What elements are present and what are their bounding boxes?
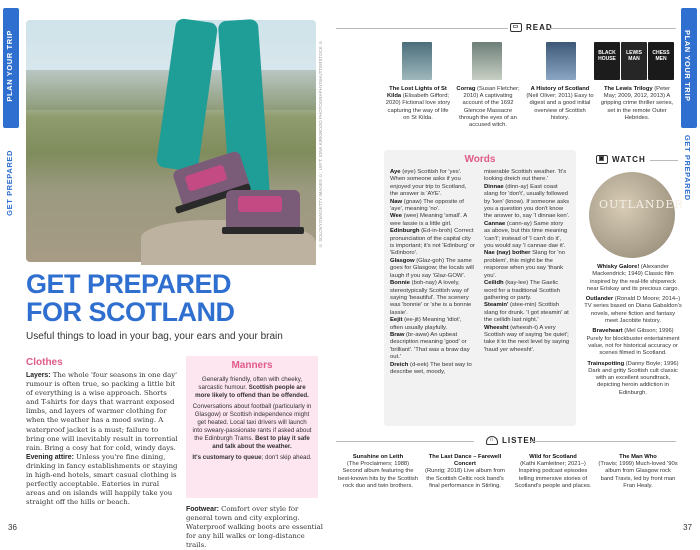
left-sidebar — [0, 0, 22, 538]
word-entry: Ceilidh (kay-lee) The Gaelic word for a traditional Scottish gathering or party. — [484, 280, 560, 301]
words-heading: Words — [464, 154, 496, 165]
evening-label: Evening attire: — [26, 453, 74, 461]
manners-p1-text: Generally friendly, often with cheeky, sarcastic humour. — [198, 376, 303, 391]
book-title: The Lewis Trilogy — [603, 86, 653, 92]
listen-item: The Man Who (Travis; 1999) Much-loved '90s album from Glasgow rock band Travis, led by front man Fran Healy. — [598, 454, 678, 489]
left-sidebar-label-bottom: GET PREPARED — [5, 150, 14, 216]
word-entry: Wheesht (wheesh-t) A very Scottish way of saying 'be quiet'; take it to the next level by saying 'haud yer wheesht'. — [484, 324, 570, 353]
read-header-label: READ — [526, 23, 553, 32]
outlander-poster — [589, 172, 684, 258]
word-entry: Wee (wee) Meaning 'small'. A wee lassie is a little girl. — [390, 213, 467, 227]
layers-text: The whole 'four seasons in one day' rumour is often true, so packing a little bit of everything is a wise approach. Shorts and T-shirts for days that warrant exposed limbs, and layers of warmer clothing for when the weather has a mood swing. A waterproof jacket is a must; failure to bring one will inevitably result in torrential rain. Bring a cosy hat for cold, windy days. — [26, 371, 178, 452]
listen-header-label: LISTEN — [502, 436, 537, 445]
book-title: The Lost Lights of St Kilda — [386, 86, 447, 100]
listen-item: Wild for Scotland (Kathi Kamleitner; 2021–) Inspiring podcast episodes telling immersive stories of Scotland's people and places. — [514, 454, 592, 489]
manners-p2-bold: Best to play it safe and talk about the weather. — [212, 435, 310, 450]
listen-item: Sunshine on Leith (The Proclaimers; 1988) Second album featuring the best-known hits by the Scottish rock duo and twin brothers. — [338, 454, 418, 489]
word-entry: Nae (nay) bother Slang for 'no problem', this might be the response when you say 'thank you'. — [484, 250, 566, 279]
book-desc: (Elisabeth Gifford; 2020) Fictional love story capturing the way of life on St Kilda. — [385, 93, 451, 121]
manners-p3-bold: It's customary to queue — [192, 454, 262, 461]
watch-header — [596, 155, 646, 164]
page-number-left: 36 — [8, 523, 17, 532]
book-icon: ▭ — [510, 23, 522, 32]
book-cover-chessmen: CHESS MEN — [648, 42, 674, 80]
watch-item: Whisky Galore! (Alexander Mackendrick; 1949) Classic film inspired by the real-life shipwreck near Eriskay and its precious cargo. — [586, 264, 680, 292]
words-column-1 — [390, 169, 476, 376]
word-entry: Edinburgh (Ed-in-broh) Correct pronunciation of the capital city is important; it's not 'Edinburg' or 'Edinboro'. — [390, 228, 475, 257]
manners-p3 — [192, 454, 312, 462]
footwear-body — [186, 505, 326, 550]
book-desc: (Susan Fletcher; 2010) A captivating account of the 1692 Glencoe Massacre through the eyes of an accused witch. — [459, 86, 520, 129]
book-cover-blackhouse: BLACK HOUSE — [594, 42, 620, 80]
listen-rule-right — [530, 441, 676, 442]
layers-label: Layers: — [26, 372, 51, 379]
book-title: A History of Scotland — [530, 86, 590, 92]
word-entry: miserable Scottish weather. 'It's looking dreich out there.' — [484, 169, 567, 183]
read-header — [510, 23, 553, 32]
manners-p1 — [192, 376, 312, 400]
listen-header — [486, 436, 536, 445]
read-rule-left — [336, 28, 508, 29]
watch-item: Outlander (Ronald D Moore; 2014–) TV series based on Diana Gabaldon's novels, where fiction and fantasy meet Jacobite history. — [584, 296, 682, 325]
word-entry: Braw (br-aww) An upbeat description meaning 'good' or 'brilliant'. 'That was a braw day out.' — [390, 331, 470, 361]
clothes-heading: Clothes — [26, 357, 63, 368]
listen-rule-left — [336, 441, 474, 442]
book-cover-lewis-man: LEWIS MAN — [621, 42, 647, 80]
hiking-boots-photo — [26, 20, 316, 262]
watch-header-label: WATCH — [612, 155, 646, 164]
word-entry: Aye (eye) Scottish for 'yes'. When someone asks if you enjoyed your trip to Scotland, the answer is 'AYE'. — [390, 169, 467, 198]
manners-box — [186, 356, 318, 498]
book-item-lewis-trilogy — [600, 86, 674, 122]
word-entry: Naw (gnaw) The opposite of 'aye', meaning 'no'. — [390, 198, 464, 213]
book-cover-st-kilda — [402, 42, 432, 80]
manners-p3-text: ; don't skip ahead. — [261, 454, 312, 461]
book-item-st-kilda — [384, 86, 452, 122]
right-sidebar-label-bottom: GET PREPARED — [683, 135, 692, 201]
word-entry: Dinnae (dinn-ay) East coast slang for 'don't', usually followed by 'ken' (know). If someone asks you a question you don't know the answer to, say 'I dinnae ken'. — [484, 183, 570, 220]
left-sidebar-label-top: PLAN YOUR TRIP — [5, 30, 14, 102]
page-number-right: 37 — [683, 523, 692, 532]
listen-item: The Last Dance – Farewell Concert (Runrig; 2018) Live album from the Scottish Celtic rock band's final performance in Stirling. — [425, 454, 505, 489]
headphones-icon: ∩ — [486, 436, 498, 445]
watch-list — [584, 264, 682, 400]
watch-rule — [650, 160, 678, 161]
boot-right-accent — [238, 196, 282, 212]
words-column-2 — [484, 169, 570, 376]
manners-p2 — [192, 403, 312, 451]
book-cover-history — [546, 42, 576, 80]
right-sidebar-label-top: PLAN YOUR TRIP — [683, 30, 692, 102]
page-lead: Useful things to load in your bag, your ears and your brain — [26, 331, 283, 342]
photo-credit: © SOLOVYOVA/GETTY IMAGES ©; LEFT: IONA KIRKWOOD PHOTOGRAPHY/SHUTTERSTOCK © — [318, 40, 323, 248]
manners-p2-text: Conversations about football (particularly in Glasgow) or Scottish independence might get heated. Local taxi drivers will launch into sweary-passionate rants if asked about the Edinburgh Trams. — [192, 403, 312, 442]
evening-text: Unless you're fine dining, drinking in fancy establishments or staying in high-end hotels, smart casual clothing is perfectly acceptable. Eateries in rural areas and on islands will happily take you straight off the hills or beach. — [26, 452, 178, 507]
footwear-text: Comfort over style for general town and city exploring. Waterproof walking boots are essential for any hill walks or long-distance trails. — [186, 505, 323, 550]
watch-item: Braveheart (Mel Gibson; 1996) Purely for blockbuster entertainment value, not for historical accuracy or scenes filmed in Scotland. — [586, 328, 680, 357]
word-entry: Glasgow (Glaz-goh) The same goes for Glasgow; the locals will laugh if you say 'Glaz-GOW'. — [390, 257, 474, 279]
book-item-corrag — [454, 86, 522, 129]
book-cover-corrag — [472, 42, 502, 80]
word-entry: Eejit (ee-jit) Meaning 'idiot', often usually playfully. — [390, 317, 462, 331]
book-desc: (Neil Oliver; 2011) Easy to digest and a good initial overview of Scottish history. — [526, 93, 594, 121]
book-title: Corrag — [456, 86, 476, 92]
boot-right-sole — [222, 227, 304, 234]
manners-heading: Manners — [231, 360, 273, 371]
word-entry: Steamin' (stee-min) Scottish slang for drunk. 'I got steamin' at the ceilidh last night.' — [484, 302, 569, 324]
poster-title: OUTLANDER — [599, 198, 684, 211]
word-entry: Dreich (d-eek) The best way to describe wet, moody, — [390, 361, 472, 375]
book-desc: (Peter May; 2009, 2012, 2013) A gripping crime thriller series, set in the remote Outer Hebrides. — [600, 86, 674, 121]
page-title-line2: FOR SCOTLAND — [26, 297, 235, 327]
book-item-history — [526, 86, 594, 122]
word-entry: Cannae (cann-ay) Same story as above, but this time meaning 'can't'; instead of 'I can't do it', you would say 'I cannae dae it'. — [484, 220, 568, 250]
clothes-body — [26, 371, 178, 507]
page-title-line1: GET PREPARED — [26, 269, 232, 299]
footwear-label: Footwear: — [186, 506, 219, 513]
words-box — [384, 150, 576, 426]
tv-icon: ▣ — [596, 155, 608, 164]
read-rule-right — [548, 28, 676, 29]
word-entry: Bonnie (boh-nay) A lovely, stereotypically Scottish way of saying 'beautiful'. The scenery was 'bonnie' or 'she is a bonnie lassie'. — [390, 280, 472, 316]
manners-p1-bold: Scottish people are more likely to offend than be offended. — [195, 384, 309, 399]
watch-item: Trainspotting (Danny Boyle; 1996) Dark and gritty Scottish cult classic with an excellent soundtrack, depicting heroin addiction in Edinburgh. — [587, 360, 679, 396]
